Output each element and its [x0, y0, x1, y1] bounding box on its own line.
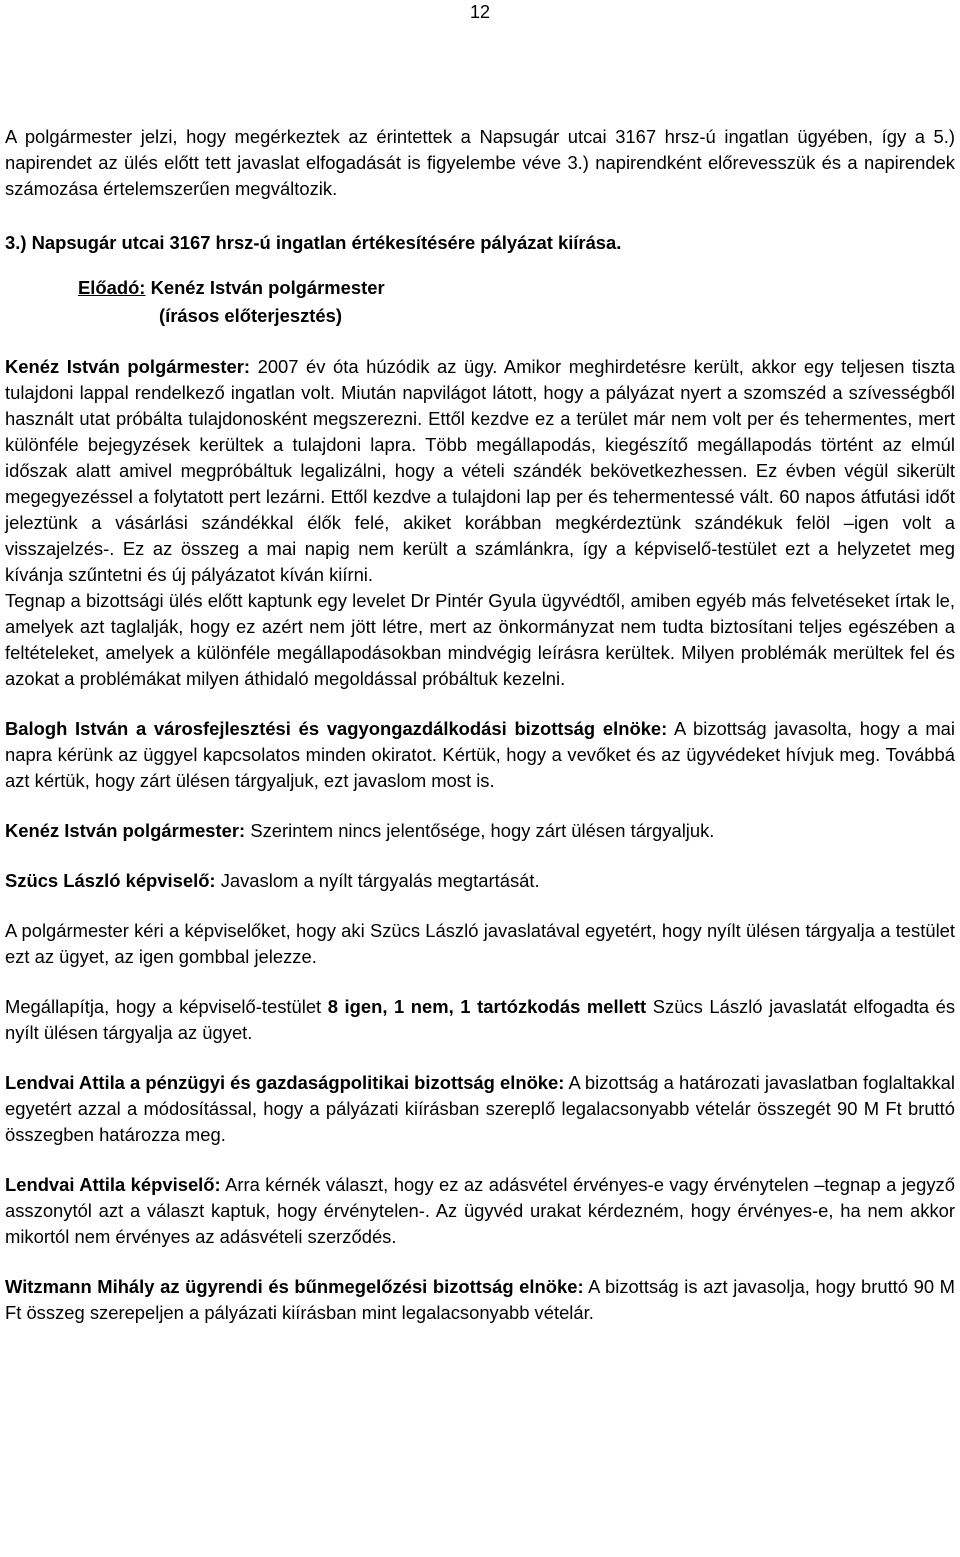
vote-result-paragraph [5, 994, 955, 1046]
vote-count: 8 igen, 1 nem, 1 tartózkodás mellett [327, 996, 647, 1017]
speech-text: Javaslom a nyílt tárgyalás megtartását. [220, 870, 540, 891]
speech-paragraph [5, 818, 955, 844]
speech-paragraph [5, 1172, 955, 1250]
speech-text: Szerintem nincs jelentősége, hogy zárt ülésen tárgyaljuk. [250, 820, 715, 841]
speech-paragraph [5, 1274, 955, 1326]
speaker-name: Kenéz István polgármester: [5, 356, 251, 377]
speech-text: A bizottság is azt javasolja, hogy bruttó 90 M Ft összeg szerepeljen a pályázati kiírásban mint legalacsonyabb vételár. [5, 1276, 955, 1323]
speech-text: A bizottság javasolta, hogy a mai napra kérünk az üggyel kapcsolatos minden okiratot. Kértük, hogy a vevőket és az ügyvédeket hívjuk meg. Továbbá azt kértük, hogy zárt ülésen tárgyaljuk, ezt javaslom most is. [5, 718, 955, 791]
speech-continuation: Tegnap a bizottsági ülés előtt kaptunk egy levelet Dr Pintér Gyula ügyvédtől, amiben egyéb más felvetéseket írtak le, amelyek azt taglalják, hogy ez azért nem jött létre, mert az önkormányzat nem tudta biztosítani teljes egészében a feltételeket, amelyek a különféle megállapodásokban mindvégig leírásra kerültek. Milyen problémák merültek fel és azokat a problémákat milyen áthidaló megoldással próbáltuk kezelni. [5, 590, 955, 689]
presenter-label: Előadó: [78, 277, 146, 298]
speaker-name: Lendvai Attila képviselő: [5, 1174, 221, 1195]
vote-prefix: Megállapítja, hogy a képviselő-testület [5, 996, 322, 1017]
speaker-name: Balogh István a városfejlesztési és vagyongazdálkodási bizottság elnöke: [5, 718, 668, 739]
page-number: 12 [469, 2, 491, 22]
agenda-item-title: 3.) Napsugár utcai 3167 hrsz-ú ingatlan értékesítésére pályázat kiírása. [5, 232, 622, 253]
vote-suffix: Szücs László javaslatát elfogadta és nyílt ülésen tárgyalja az ügyet. [5, 996, 956, 1043]
speech-paragraph [5, 868, 955, 894]
intro-paragraph: A polgármester jelzi, hogy megérkeztek az érintettek a Napsugár utcai 3167 hrsz-ú ingatlan ügyében, így a 5.) napirendet az ülés előtt tett javaslat elfogadását is figyelembe véve 3.) napirendként előrevesszük és a napirendek számozása értelemszerűen megváltozik. [5, 126, 955, 199]
speech-text: Arra kérnék választ, hogy ez az adásvétel érvényes-e vagy érvénytelen –tegnap a jegyző asszonytól azt a választ kaptuk, hogy érvénytelen-. Az ügyvéd urakat kérdezném, hogy érvényes-e, ha nem akkor mikortól nem érvényes az adásvételi szerződés. [5, 1174, 955, 1247]
speaker-name: Witzmann Mihály az ügyrendi és bűnmegelőzési bizottság elnöke: [5, 1276, 584, 1297]
speaker-name: Kenéz István polgármester: [5, 820, 246, 841]
speaker-name: Szücs László képviselő: [5, 870, 216, 891]
presenter-name: Kenéz István polgármester [150, 277, 385, 298]
speech-paragraph [5, 716, 955, 794]
speech-text: A bizottság a határozati javaslatban foglaltakkal egyetért azzal a módosítással, hogy a pályázati kiírásban szereplő legalacsonyabb vételár összegét 90 M Ft bruttó összegben határozza meg. [5, 1072, 955, 1145]
presenter-block [78, 274, 955, 330]
mayor-request-paragraph: A polgármester kéri a képviselőket, hogy aki Szücs László javaslatával egyetért, hogy nyílt ülésen tárgyalja a testület ezt az ügyet, az igen gombbal jelezze. [5, 920, 955, 967]
presenter-note: (írásos előterjesztés) [159, 305, 342, 326]
speech-paragraph [5, 1070, 955, 1148]
speaker-name: Lendvai Attila a pénzügyi és gazdaságpolitikai bizottság elnöke: [5, 1072, 565, 1093]
document-body [5, 124, 955, 1326]
speech-text: 2007 év óta húzódik az ügy. Amikor meghirdetésre került, akkor egy teljesen tiszta tulajdoni lappal rendelkező ingatlan volt. Miután napvilágot látott, hogy a pályázat nyert a szomszéd a szívességből használt utat próbálta tulajdonosként megszerezni. Ettől kezdve ez a terület már nem volt per és tehermentes, mert különféle bejegyzések kerültek a tulajdoni lapra. Több megállapodás, kiegészítő megállapodás történt az elmúl időszak alatt amivel megpróbáltuk legalizálni, hogy a vételi szándék bekövetkezhessen. Ez évben végül sikerült megegyezéssel a folytatott pert lezárni. Ettől kezdve a tulajdoni lap per és tehermentessé vált. 60 napos átfutási időt jeleztünk a vásárlási szándékkal élők felé, akiket korábban megkérdeztünk szándékuk felöl –igen volt a visszajelzés-. Ez az összeg a mai napig nem került a számlánkra, így a képviselő-testület ezt a helyzetet meg kívánja szűntetni és új pályázatot kíván kiírni. [5, 356, 955, 585]
speech-paragraph [5, 354, 955, 588]
